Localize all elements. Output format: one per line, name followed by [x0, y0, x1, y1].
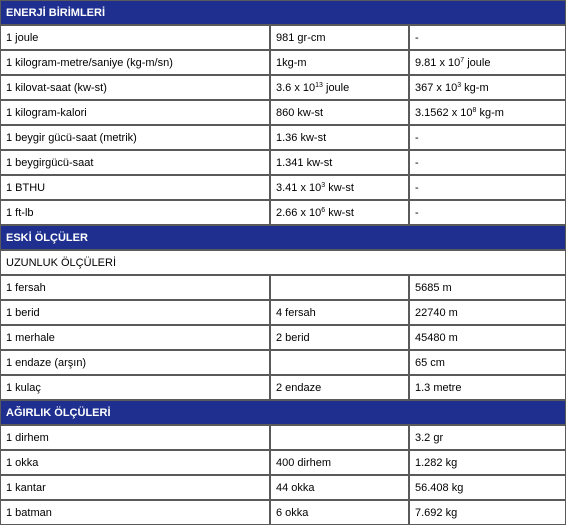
equivalent-cell — [270, 150, 409, 175]
cell-text: 1 merhale — [6, 331, 55, 344]
cell-text: 22740 m — [415, 306, 458, 319]
table-row — [0, 100, 566, 125]
equivalent-cell — [270, 25, 409, 50]
unit-name-cell — [0, 475, 270, 500]
cell-text: 1.3 metre — [415, 381, 462, 394]
value-cell — [409, 475, 566, 500]
equivalent-cell — [270, 450, 409, 475]
exponent: 13 — [315, 81, 323, 89]
section-header-row — [0, 400, 566, 425]
cell-text: 3.6 x 10 — [276, 81, 316, 94]
value-cell — [409, 350, 566, 375]
unit-name-cell — [0, 150, 270, 175]
value-cell — [409, 25, 566, 50]
section-title: ENERJİ BİRİMLERİ — [0, 0, 566, 25]
unit-name-cell — [0, 100, 270, 125]
cell-text: 3.2 gr — [415, 431, 444, 444]
cell-text: 1.282 kg — [415, 456, 458, 469]
unit-name-cell — [0, 350, 270, 375]
unit-name-cell — [0, 200, 270, 225]
cell-text: 1 beygir gücü-saat (metrik) — [6, 131, 137, 144]
equivalent-cell — [270, 275, 409, 300]
value-cell — [409, 300, 566, 325]
cell-text: 5685 m — [415, 281, 452, 294]
cell-text: 400 dirhem — [276, 456, 332, 469]
cell-text: 2 berid — [276, 331, 310, 344]
table-row — [0, 125, 566, 150]
exponent: 8 — [472, 106, 477, 114]
cell-text: 1 batman — [6, 506, 52, 519]
value-cell — [409, 50, 566, 75]
equivalent-cell — [270, 125, 409, 150]
unit-name-cell — [0, 75, 270, 100]
cell-text: 1 ft-lb — [6, 206, 34, 219]
cell-text: 1 fersah — [6, 281, 46, 294]
value-cell — [409, 100, 566, 125]
unit-name-cell — [0, 125, 270, 150]
cell-text: joule — [464, 56, 491, 69]
value-cell — [409, 375, 566, 400]
unit-name-cell — [0, 300, 270, 325]
table-row — [0, 300, 566, 325]
cell-text: 2.66 x 10 — [276, 206, 322, 219]
value-cell — [409, 175, 566, 200]
table-row — [0, 25, 566, 50]
cell-text: 3.1562 x 10 — [415, 106, 473, 119]
table-row — [0, 475, 566, 500]
subsection-row — [0, 250, 566, 275]
value-cell — [409, 275, 566, 300]
cell-text: 3.41 x 10 — [276, 181, 322, 194]
equivalent-cell — [270, 475, 409, 500]
cell-text: joule — [322, 81, 350, 94]
equivalent-cell — [270, 350, 409, 375]
cell-text: 1 beygirgücü-saat — [6, 156, 94, 169]
equivalent-cell — [270, 75, 409, 100]
cell-text: 1 berid — [6, 306, 40, 319]
cell-text: 1 kilogram-metre/saniye (kg-m/sn) — [6, 56, 173, 69]
equivalent-cell — [270, 500, 409, 525]
section-header-row — [0, 225, 566, 250]
cell-text: 56.408 kg — [415, 481, 464, 494]
unit-name-cell — [0, 25, 270, 50]
table-row — [0, 200, 566, 225]
equivalent-cell — [270, 375, 409, 400]
cell-text: kw-st — [325, 206, 354, 219]
equivalent-cell — [270, 200, 409, 225]
unit-name-cell — [0, 425, 270, 450]
cell-text: - — [415, 131, 419, 144]
section-header-row — [0, 0, 566, 25]
cell-text: kg-m — [461, 81, 489, 94]
cell-text: 44 okka — [276, 481, 315, 494]
unit-name-cell — [0, 50, 270, 75]
section-title: AĞIRLIK ÖLÇÜLERİ — [0, 400, 566, 425]
table-row — [0, 175, 566, 200]
cell-text: 65 cm — [415, 356, 445, 369]
table-row — [0, 50, 566, 75]
exponent: 6 — [321, 206, 326, 214]
equivalent-cell — [270, 100, 409, 125]
cell-text: 6 okka — [276, 506, 309, 519]
unit-name-cell — [0, 500, 270, 525]
cell-text: - — [415, 206, 419, 219]
cell-text: 7.692 kg — [415, 506, 458, 519]
section-title: ESKİ ÖLÇÜLER — [0, 225, 566, 250]
table-row — [0, 450, 566, 475]
table-row — [0, 350, 566, 375]
cell-text: 1 kilovat-saat (kw-st) — [6, 81, 107, 94]
cell-text: 860 kw-st — [276, 106, 324, 119]
cell-text: kg-m — [476, 106, 504, 119]
table-row — [0, 425, 566, 450]
value-cell — [409, 325, 566, 350]
cell-text: - — [415, 181, 419, 194]
cell-text: kw-st — [325, 181, 354, 194]
cell-text: 1 okka — [6, 456, 39, 469]
cell-text: 1 kantar — [6, 481, 46, 494]
cell-text: 4 fersah — [276, 306, 316, 319]
table-row — [0, 275, 566, 300]
cell-text: 981 gr-cm — [276, 31, 326, 44]
exponent: 3 — [457, 81, 462, 89]
subsection-title: UZUNLUK ÖLÇÜLERİ — [0, 250, 566, 275]
cell-text: 1 endaze (arşın) — [6, 356, 87, 369]
unit-name-cell — [0, 375, 270, 400]
cell-text: 1 BTHU — [6, 181, 46, 194]
equivalent-cell — [270, 425, 409, 450]
cell-text: 1kg-m — [276, 56, 307, 69]
cell-text: 1 kulaç — [6, 381, 41, 394]
cell-text: 1.36 kw-st — [276, 131, 327, 144]
equivalent-cell — [270, 175, 409, 200]
value-cell — [409, 500, 566, 525]
cell-text: 9.81 x 10 — [415, 56, 461, 69]
cell-text: - — [415, 31, 419, 44]
cell-text: 1.341 kw-st — [276, 156, 333, 169]
equivalent-cell — [270, 300, 409, 325]
table-row — [0, 500, 566, 525]
cell-text: 45480 m — [415, 331, 458, 344]
exponent: 7 — [460, 56, 465, 64]
equivalent-cell — [270, 325, 409, 350]
cell-text: 1 kilogram-kalori — [6, 106, 87, 119]
value-cell — [409, 125, 566, 150]
unit-name-cell — [0, 175, 270, 200]
cell-text: 1 dirhem — [6, 431, 49, 444]
cell-text: - — [415, 156, 419, 169]
table-row — [0, 150, 566, 175]
exponent: 3 — [321, 181, 326, 189]
value-cell — [409, 75, 566, 100]
table-row — [0, 375, 566, 400]
cell-text: 2 endaze — [276, 381, 322, 394]
cell-text: 367 x 10 — [415, 81, 458, 94]
unit-name-cell — [0, 275, 270, 300]
value-cell — [409, 200, 566, 225]
value-cell — [409, 450, 566, 475]
value-cell — [409, 425, 566, 450]
value-cell — [409, 150, 566, 175]
table-row — [0, 325, 566, 350]
unit-name-cell — [0, 325, 270, 350]
unit-name-cell — [0, 450, 270, 475]
equivalent-cell — [270, 50, 409, 75]
cell-text: 1 joule — [6, 31, 39, 44]
table-row — [0, 75, 566, 100]
